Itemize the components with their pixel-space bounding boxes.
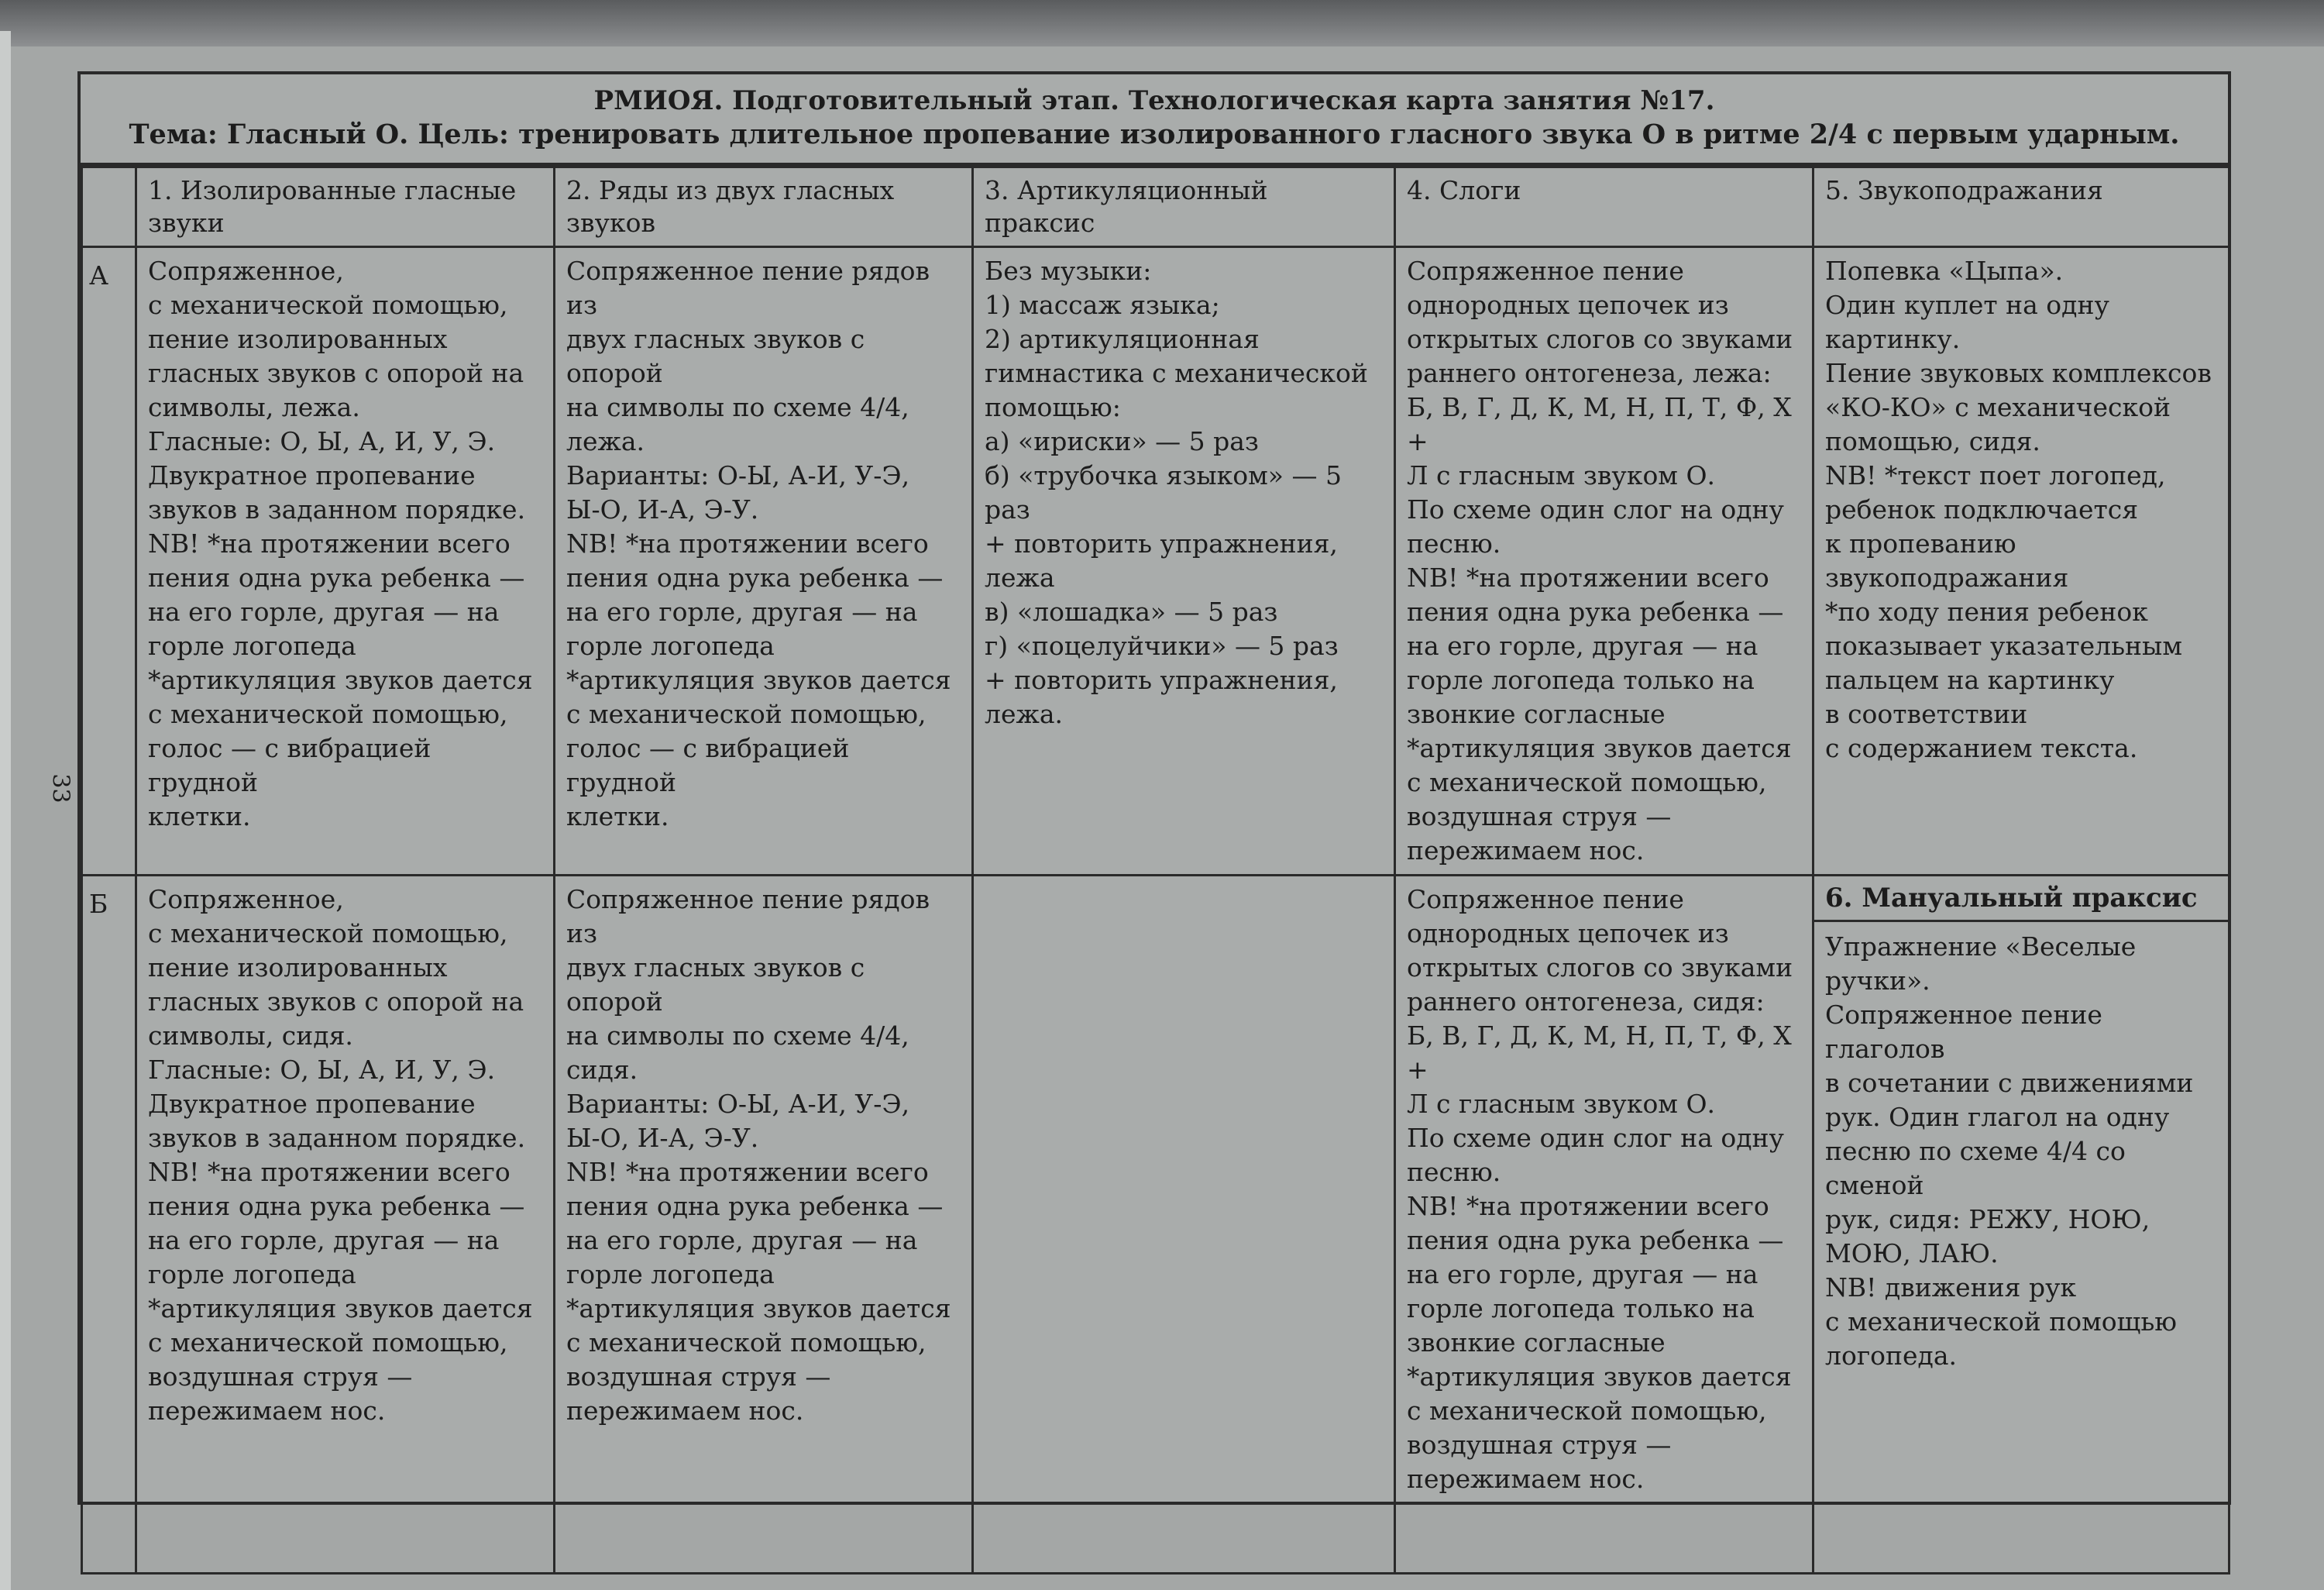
text-line: с механической помощью, [566, 699, 927, 729]
text-line: Без музыки: [985, 256, 1152, 286]
text-line: Варианты: О-Ы, А-И, У-Э, [566, 460, 910, 490]
text-line: с механической помощью, [148, 918, 508, 948]
text-line: сидя. [566, 1055, 638, 1085]
text-line: Ы-О, И-А, Э-У. [566, 494, 759, 525]
text-line: пережимаем нос. [1407, 835, 1645, 866]
text-line: NB! движения рук [1825, 1272, 2077, 1303]
text-line: звуков в заданном порядке. [148, 1123, 526, 1153]
text-line: а) «ириски» — 5 раз [985, 426, 1259, 456]
text-line: помощью, сидя. [1825, 426, 2040, 456]
text-line: NB! *на протяжении всего [1407, 563, 1769, 593]
text-line: в сочетании с движениями [1825, 1068, 2194, 1098]
text-line: гласных звуков с опорой на [148, 986, 524, 1017]
title-line-2: Тема: Гласный О. Цель: тренировать длительное пропевание изолированного гласного звука О в ритме 2/4 с первым ударным. [129, 119, 2180, 150]
text-line: символы, лежа. [148, 392, 360, 422]
text-line: г) «поцелуйчики» — 5 раз [985, 631, 1339, 661]
text-line: Варианты: О-Ы, А-И, У-Э, [566, 1089, 910, 1119]
text-line: горле логопеда [566, 631, 775, 661]
text-line: NB! *на протяжении всего [566, 1157, 929, 1187]
cell-isolated-vowels [136, 247, 555, 876]
text-line: NB! *на протяжении всего [566, 528, 929, 559]
text-line: пение изолированных [148, 952, 448, 983]
text-line: МОЮ, ЛАЮ. [1825, 1238, 1999, 1268]
text-line: звуков в заданном порядке. [148, 494, 526, 525]
text-line: с содержанием текста. [1825, 733, 2138, 763]
text-line: Сопряженное пение рядов из [566, 884, 930, 948]
text-line: помощью: [985, 392, 1121, 422]
text-line: пения одна рука ребенка — [566, 563, 944, 593]
text-line: открытых слогов со звуками [1407, 324, 1793, 354]
text-line: пения одна рука ребенка — [1407, 597, 1784, 627]
text-line: Сопряженное пение [1407, 256, 1684, 286]
page-left-edge [0, 31, 11, 1590]
text-line: на его горле, другая — на [566, 1225, 918, 1255]
text-line: *артикуляция звуков дается [566, 1293, 951, 1323]
text-line: пения одна рука ребенка — [566, 1191, 944, 1221]
text-line: Один куплет на одну [1825, 290, 2109, 320]
text-line: символы, сидя. [148, 1020, 353, 1051]
text-line: Сопряженное пение [1407, 884, 1684, 914]
text-line: горле логопеда только на [1407, 665, 1755, 695]
cell-isolated-vowels [136, 876, 555, 1574]
text-line: гимнастика с механической [985, 358, 1368, 388]
text-line: с механической помощью, [148, 290, 508, 320]
text-line: на его горле, другая — на [1407, 1259, 1758, 1289]
text-line: + повторить упражнения, [985, 665, 1338, 695]
text-line: воздушная струя — [566, 1361, 831, 1392]
text-line: Сопряженное пение рядов из [566, 256, 930, 320]
manual-praxis-heading: 6. Мануальный праксис [1814, 876, 2228, 922]
column-header: 2. Ряды из двух гласных звуков [555, 167, 973, 247]
cell-syllables [1395, 247, 1813, 876]
text-line: лежа. [985, 699, 1064, 729]
text-line: Сопряженное, [148, 256, 344, 286]
text-line: *артикуляция звуков дается [148, 1293, 533, 1323]
text-line: звонкие согласные [1407, 1327, 1666, 1358]
text-line: *артикуляция звуков дается [566, 665, 951, 695]
manual-praxis-body [1825, 930, 2217, 1373]
cell-onomatopoeia [1813, 247, 2229, 876]
text-line: Б, В, Г, Д, К, М, Н, П, Т, Ф, Х + [1407, 392, 1792, 456]
text-line: двух гласных звуков с опорой [566, 324, 865, 388]
text-line: песню по схеме 4/4 со сменой [1825, 1136, 2126, 1200]
text-line: пение изолированных [148, 324, 448, 354]
text-line: NB! *на протяжении всего [148, 1157, 511, 1187]
header-corner [82, 167, 136, 247]
cell-vowel-rows [555, 876, 973, 1574]
text-line: в) «лошадка» — 5 раз [985, 597, 1278, 627]
text-line: По схеме один слог на одну [1407, 494, 1784, 525]
text-line: с механической помощью, [1407, 767, 1767, 797]
text-line: однородных цепочек из [1407, 918, 1729, 948]
text-line: Двукратное пропевание [148, 460, 476, 490]
cell-manual-praxis [1813, 876, 2229, 1574]
text-line: с механической помощью [1825, 1306, 2178, 1337]
text-line: Сопряженное пение глаголов [1825, 1000, 2102, 1064]
text-line: Б, В, Г, Д, К, М, Н, П, Т, Ф, Х + [1407, 1020, 1792, 1085]
text-line: Гласные: О, Ы, А, И, У, Э. [148, 426, 496, 456]
column-header: 3. Артикуляционный праксис [973, 167, 1395, 247]
text-line: раннего онтогенеза, лежа: [1407, 358, 1772, 388]
cell-articulation [973, 247, 1395, 876]
text-line: логопеда. [1825, 1340, 1957, 1371]
text-line: Л с гласным звуком О. [1407, 1089, 1716, 1119]
text-line: *по ходу пения ребенок [1825, 597, 2148, 627]
text-line: + повторить упражнения, [985, 528, 1338, 559]
lesson-table [81, 166, 2230, 1575]
text-line: пережимаем нос. [148, 1396, 386, 1426]
text-line: на его горле, другая — на [148, 597, 500, 627]
text-line: По схеме один слог на одну [1407, 1123, 1784, 1153]
text-line: NB! *на протяжении всего [1407, 1191, 1769, 1221]
text-line: клетки. [566, 801, 669, 831]
page-number: 33 [46, 773, 74, 804]
text-line: горле логопеда [148, 631, 356, 661]
text-line: на его горле, другая — на [566, 597, 918, 627]
text-line: пения одна рука ребенка — [148, 563, 525, 593]
text-line: лежа. [566, 426, 645, 456]
row-label: А [82, 247, 136, 876]
text-line: б) «трубочка языком» — 5 раз [985, 460, 1342, 525]
title-line-1: РМИОЯ. Подготовительный этап. Технологическая карта занятия №17. [593, 85, 1715, 116]
text-line: однородных цепочек из [1407, 290, 1729, 320]
column-header: 5. Звукоподражания [1813, 167, 2229, 247]
text-line: рук, сидя: РЕЖУ, НОЮ, [1825, 1204, 2150, 1234]
text-line: пения одна рука ребенка — [1407, 1225, 1784, 1255]
text-line: на его горле, другая — на [148, 1225, 500, 1255]
text-line: NB! *на протяжении всего [148, 528, 511, 559]
cell-syllables [1395, 876, 1813, 1574]
text-line: песню. [1407, 1157, 1501, 1187]
text-line: голос — с вибрацией грудной [148, 733, 431, 797]
text-line: к пропеванию [1825, 528, 2016, 559]
text-line: голос — с вибрацией грудной [566, 733, 850, 797]
text-line: картинку. [1825, 324, 1961, 354]
text-line: пения одна рука ребенка — [148, 1191, 525, 1221]
text-line: двух гласных звуков с опорой [566, 952, 865, 1017]
text-line: раннего онтогенеза, сидя: [1407, 986, 1765, 1017]
technology-card [77, 71, 2231, 1505]
text-line: с механической помощью, [1407, 1396, 1767, 1426]
column-header: 1. Изолированные гласные звуки [136, 167, 555, 247]
text-line: пережимаем нос. [1407, 1464, 1645, 1494]
text-line: горле логопеда [566, 1259, 775, 1289]
text-line: звукоподражания [1825, 563, 2069, 593]
text-line: в соответствии [1825, 699, 2028, 729]
page-top-edge [0, 0, 2324, 46]
text-line: показывает указательным [1825, 631, 2182, 661]
text-line: лежа [985, 563, 1055, 593]
text-line: Упражнение «Веселые [1825, 931, 2137, 962]
text-line: на его горле, другая — на [1407, 631, 1758, 661]
text-line: Сопряженное, [148, 884, 344, 914]
table-row [82, 876, 2229, 1574]
text-line: Гласные: О, Ы, А, И, У, Э. [148, 1055, 496, 1085]
text-line: пальцем на картинку [1825, 665, 2115, 695]
text-line: рук. Один глагол на одну [1825, 1102, 2170, 1132]
text-line: ребенок подключается [1825, 494, 2139, 525]
row-label: Б [82, 876, 136, 1574]
text-line: воздушная струя — [148, 1361, 413, 1392]
text-line: горле логопеда только на [1407, 1293, 1755, 1323]
text-line: Л с гласным звуком О. [1407, 460, 1716, 490]
text-line: воздушная струя — [1407, 801, 1672, 831]
text-line: Двукратное пропевание [148, 1089, 476, 1119]
text-line: с механической помощью, [148, 1327, 508, 1358]
text-line: Ы-О, И-А, Э-У. [566, 1123, 759, 1153]
text-line: открытых слогов со звуками [1407, 952, 1793, 983]
table-row [82, 247, 2229, 876]
text-line: *артикуляция звуков дается [1407, 733, 1792, 763]
text-line: песню. [1407, 528, 1501, 559]
text-line: с механической помощью, [148, 699, 508, 729]
text-line: Пение звуковых комплексов [1825, 358, 2212, 388]
text-line: *артикуляция звуков дается [148, 665, 533, 695]
text-line: с механической помощью, [566, 1327, 927, 1358]
text-line: горле логопеда [148, 1259, 356, 1289]
table-header-row [82, 167, 2229, 247]
text-line: «КО-КО» с механической [1825, 392, 2171, 422]
title-block [81, 74, 2228, 166]
text-line: пережимаем нос. [566, 1396, 804, 1426]
text-line: клетки. [148, 801, 251, 831]
text-line: гласных звуков с опорой на [148, 358, 524, 388]
cell-articulation [973, 876, 1395, 1574]
text-line: Попевка «Цыпа». [1825, 256, 2064, 286]
text-line: на символы по схеме 4/4, [566, 1020, 909, 1051]
text-line: воздушная струя — [1407, 1430, 1672, 1460]
text-line: звонкие согласные [1407, 699, 1666, 729]
text-line: 1) массаж языка; [985, 290, 1220, 320]
text-line: *артикуляция звуков дается [1407, 1361, 1792, 1392]
column-header: 4. Слоги [1395, 167, 1813, 247]
text-line: NB! *текст поет логопед, [1825, 460, 2166, 490]
text-line: 2) артикуляционная [985, 324, 1260, 354]
text-line: на символы по схеме 4/4, [566, 392, 909, 422]
text-line: ручки». [1825, 965, 1930, 996]
cell-vowel-rows [555, 247, 973, 876]
